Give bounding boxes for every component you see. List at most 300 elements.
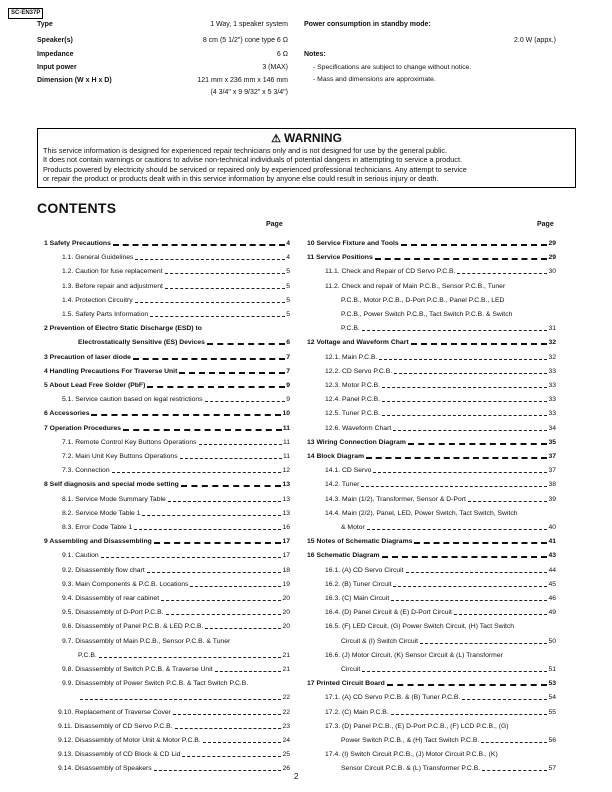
standby-power-value: 2.0 W (appx.) bbox=[513, 37, 556, 44]
toc-entry-title: 17.1. (A) CD Servo P.C.B. & (B) Tuner P.C.B. bbox=[325, 694, 461, 702]
toc-leader bbox=[387, 684, 548, 686]
toc-entry-title: 7.1. Remote Control Key Buttons Operations bbox=[62, 438, 197, 446]
toc-entry[interactable] bbox=[62, 296, 290, 305]
toc-entry-title: 1 Safety Precautions bbox=[44, 240, 111, 247]
toc-entry-page: 33 bbox=[548, 396, 556, 404]
toc-entry[interactable] bbox=[58, 708, 290, 717]
toc-entry[interactable] bbox=[58, 750, 290, 759]
toc-leader bbox=[367, 529, 548, 530]
toc-entry-page: 9 bbox=[286, 396, 290, 404]
toc-entry[interactable] bbox=[62, 622, 290, 631]
toc-leader bbox=[135, 259, 285, 260]
toc-entry-title: 12.2. CD Servo P.C.B. bbox=[325, 367, 393, 375]
toc-entry[interactable] bbox=[325, 651, 556, 660]
toc-entry[interactable] bbox=[44, 424, 290, 433]
toc-entry[interactable] bbox=[44, 324, 290, 333]
toc-leader bbox=[112, 472, 282, 473]
toc-entry-page: 32 bbox=[548, 353, 556, 361]
contents-title: CONTENTS bbox=[37, 200, 117, 216]
toc-entry-title: 16.2. (B) Tuner Circuit bbox=[325, 580, 392, 588]
toc-leader bbox=[154, 542, 282, 544]
toc-entry-page: 45 bbox=[548, 580, 556, 588]
warning-line: This service information is designed for experienced repair technicians only and is not designed for use by the general public. bbox=[43, 146, 447, 155]
toc-entry-title: 12.5. Tuner P.C.B. bbox=[325, 410, 381, 418]
toc-leader bbox=[454, 614, 548, 615]
standby-power-label: Power consumption in standby mode: bbox=[304, 21, 431, 28]
spec-value: 121 mm x 236 mm x 146 mm bbox=[197, 77, 288, 84]
toc-leader bbox=[175, 728, 282, 729]
toc-leader bbox=[182, 756, 281, 757]
toc-entry[interactable] bbox=[78, 693, 290, 702]
toc-entry-title: 12.1. Main P.C.B. bbox=[325, 353, 378, 361]
toc-entry-page: 43 bbox=[548, 552, 556, 560]
toc-entry-title: 17 Printed Circuit Board bbox=[307, 680, 385, 688]
toc-entry-title: P.C.B. bbox=[341, 325, 360, 333]
toc-entry[interactable] bbox=[44, 353, 290, 362]
toc-entry[interactable] bbox=[325, 395, 556, 404]
toc-leader bbox=[165, 273, 286, 274]
toc-entry-page: 35 bbox=[548, 438, 556, 446]
toc-entry-title: 12.4. Panel P.C.B. bbox=[325, 396, 381, 404]
toc-entry-page: 54 bbox=[548, 694, 556, 702]
spec-label: Type bbox=[37, 21, 53, 28]
toc-entry-page: 6 bbox=[286, 339, 290, 347]
toc-entry-title: 9.1. Caution bbox=[62, 552, 99, 560]
toc-entry-title: 4 Handling Precautions For Traverse Unit bbox=[44, 367, 178, 375]
toc-leader bbox=[393, 430, 547, 431]
toc-entry[interactable] bbox=[62, 608, 290, 617]
toc-leader bbox=[481, 742, 547, 743]
toc-entry-page: 49 bbox=[548, 609, 556, 617]
toc-entry[interactable] bbox=[325, 509, 556, 518]
toc-entry[interactable] bbox=[307, 239, 556, 248]
toc-entry-title: 12 Voltage and Waveform Chart bbox=[307, 339, 409, 347]
toc-entry-page: 24 bbox=[282, 737, 290, 744]
toc-leader bbox=[382, 415, 547, 416]
toc-entry-page: 51 bbox=[548, 666, 556, 673]
notes-label: Notes: bbox=[304, 51, 326, 58]
spec-label: Input power bbox=[37, 64, 77, 71]
toc-entry-page: 32 bbox=[548, 339, 556, 347]
toc-entry[interactable] bbox=[62, 580, 290, 589]
toc-entry-title: 9.3. Main Components & P.C.B. Locations bbox=[62, 580, 189, 588]
toc-entry-page: 22 bbox=[282, 708, 290, 716]
toc-entry[interactable] bbox=[62, 282, 290, 291]
toc-entry-page: 16 bbox=[282, 524, 290, 531]
warning-line: It does not contain warnings or cautions to advise non-technical individuals of potential dangers in attempting to service a product. bbox=[43, 155, 463, 165]
toc-entry-title: 8.1. Service Mode Summary Table bbox=[62, 495, 166, 503]
toc-entry-page: 38 bbox=[548, 481, 556, 489]
warning-heading bbox=[38, 131, 575, 145]
toc-entry-page: 10 bbox=[282, 410, 290, 418]
toc-entry-page: 17 bbox=[282, 538, 290, 546]
toc-entry[interactable] bbox=[325, 424, 556, 433]
toc-entry-title: 1.5. Safety Parts Information bbox=[62, 311, 149, 318]
toc-leader bbox=[165, 288, 285, 289]
toc-leader bbox=[482, 770, 547, 771]
warning-box bbox=[37, 128, 576, 188]
toc-entry-page: 20 bbox=[282, 623, 290, 631]
toc-entry-title: 16.4. (D) Panel Circuit & (E) D-Port Circuit bbox=[325, 609, 452, 617]
toc-leader bbox=[382, 401, 547, 402]
toc-entry-page: 29 bbox=[548, 254, 556, 262]
toc-leader bbox=[373, 472, 547, 473]
toc-entry-title: 9.6. Disassembly of Panel P.C.B. & LED P.C.B. bbox=[62, 623, 204, 631]
toc-entry-page: 23 bbox=[282, 722, 290, 730]
toc-entry[interactable] bbox=[325, 566, 556, 575]
warning-line: or repair the product or products dealt with in this service information by anyone else could result in serious injury or death. bbox=[43, 173, 439, 183]
toc-entry-title: 9.13. Disassembly of CD Block & CD Lid bbox=[58, 751, 181, 759]
toc-entry-page: 44 bbox=[548, 566, 556, 574]
toc-leader bbox=[414, 542, 547, 544]
toc-entry-title: 14 Block Diagram bbox=[307, 453, 365, 460]
toc-leader bbox=[215, 671, 282, 672]
toc-entry-title: 9.4. Disassembly of rear cabinet bbox=[62, 595, 160, 602]
toc-leader bbox=[462, 699, 547, 700]
toc-entry-page: 9 bbox=[286, 382, 290, 389]
toc-leader bbox=[382, 556, 548, 558]
spec-label: Speaker(s) bbox=[37, 37, 73, 44]
toc-entry-title: P.C.B. bbox=[78, 651, 97, 659]
toc-entry[interactable] bbox=[325, 722, 556, 731]
toc-entry[interactable] bbox=[44, 537, 290, 546]
toc-entry-title: 14.4. Main (2/2), Panel, LED, Power Switch, Tact Switch, Switch bbox=[325, 509, 518, 517]
toc-entry-title: 12.3. Motor P.C.B. bbox=[325, 382, 381, 389]
toc-entry-title: 12.6. Waveform Chart bbox=[325, 424, 392, 432]
toc-entry-page: 39 bbox=[548, 495, 556, 503]
spec-label: Dimension (W x H x D) bbox=[37, 77, 112, 84]
toc-entry-page: 13 bbox=[282, 495, 290, 503]
toc-entry-page: 18 bbox=[282, 566, 290, 574]
toc-entry[interactable] bbox=[44, 367, 290, 376]
toc-entry[interactable] bbox=[307, 253, 556, 262]
toc-entry[interactable] bbox=[62, 395, 290, 404]
toc-entry-page: 4 bbox=[286, 254, 290, 262]
toc-leader bbox=[205, 628, 281, 629]
toc-entry[interactable] bbox=[307, 537, 556, 546]
toc-leader bbox=[173, 714, 281, 715]
toc-leader bbox=[190, 586, 281, 587]
toc-entry-page: 5 bbox=[286, 268, 290, 276]
toc-leader bbox=[161, 600, 281, 601]
model-number-label: SC-EN37P bbox=[8, 8, 43, 19]
toc-leader bbox=[147, 572, 282, 573]
toc-entry-title: Electrostatically Sensitive (ES) Devices bbox=[78, 339, 205, 347]
toc-entry-page: 20 bbox=[282, 595, 290, 602]
toc-entry-page: 13 bbox=[282, 509, 290, 517]
toc-leader bbox=[180, 458, 282, 459]
toc-entry-title: 9.14. Disassembly of Speakers bbox=[58, 765, 152, 773]
toc-entry[interactable] bbox=[62, 679, 290, 688]
warning-title: WARNING bbox=[283, 131, 342, 145]
warning-line: Products powered by electricity should be serviced or repaired only by experienced professional technicians. Any attempt to service bbox=[43, 164, 467, 174]
toc-entry[interactable] bbox=[325, 267, 556, 276]
toc-entry[interactable] bbox=[62, 253, 290, 262]
toc-entry-title: 16.1. (A) CD Servo Circuit bbox=[325, 566, 404, 574]
spec-value: 1 Way, 1 speaker system bbox=[210, 21, 288, 28]
toc-leader bbox=[147, 386, 285, 388]
toc-entry-title: Sensor Circuit P.C.B. & (L) Transformer P.C.B. bbox=[341, 765, 481, 773]
toc-leader bbox=[199, 444, 282, 445]
toc-entry[interactable] bbox=[62, 594, 290, 603]
toc-leader bbox=[406, 572, 548, 573]
toc-entry-page: 33 bbox=[548, 410, 556, 418]
toc-entry-page: 31 bbox=[548, 325, 556, 333]
toc-entry-title: 9 Assembling and Disassembling bbox=[44, 538, 152, 546]
toc-entry-page: 20 bbox=[282, 609, 290, 617]
toc-entry[interactable] bbox=[341, 665, 556, 674]
toc-entry-title: 16 Schematic Diagram bbox=[307, 552, 380, 560]
toc-entry-page: 37 bbox=[548, 453, 556, 460]
toc-leader bbox=[401, 244, 548, 246]
toc-entry-page: 5 bbox=[286, 282, 290, 290]
toc-entry[interactable] bbox=[325, 480, 556, 489]
toc-leader bbox=[101, 557, 282, 558]
toc-entry-title: 9.12. Disassembly of Motor Unit & Motor P.C.B. bbox=[58, 737, 201, 744]
toc-entry-title: 7.3. Connection bbox=[62, 467, 110, 475]
toc-entry[interactable] bbox=[341, 637, 556, 646]
spec-label: Impedance bbox=[37, 51, 74, 58]
toc-leader bbox=[382, 387, 547, 388]
toc-entry-title: 9.7. Disassembly of Main P.C.B., Sensor P.C.B. & Tuner bbox=[62, 637, 231, 645]
toc-entry[interactable] bbox=[62, 566, 290, 575]
toc-entry-title: 10 Service Fixture and Tools bbox=[307, 240, 399, 247]
toc-leader bbox=[80, 699, 281, 700]
toc-entry[interactable] bbox=[62, 551, 290, 560]
toc-entry-title: 3 Precaution of laser diode bbox=[44, 353, 131, 361]
toc-leader bbox=[166, 614, 282, 615]
toc-entry[interactable] bbox=[341, 736, 556, 745]
toc-leader bbox=[394, 373, 547, 374]
toc-entry[interactable] bbox=[341, 324, 556, 333]
toc-entry[interactable] bbox=[62, 310, 290, 319]
toc-leader bbox=[133, 358, 285, 360]
toc-entry[interactable] bbox=[341, 310, 556, 319]
toc-entry-title: 8 Self diagnosis and special mode setting bbox=[44, 481, 179, 489]
toc-entry[interactable] bbox=[341, 523, 556, 532]
toc-entry-page: 30 bbox=[548, 268, 556, 276]
warning-triangle-icon: ⚠ bbox=[271, 133, 281, 145]
toc-entry[interactable] bbox=[325, 622, 556, 631]
toc-entry-page: 37 bbox=[548, 467, 556, 475]
toc-leader bbox=[181, 485, 282, 487]
toc-entry[interactable] bbox=[44, 409, 290, 418]
toc-entry[interactable] bbox=[325, 495, 556, 504]
toc-entry[interactable] bbox=[325, 693, 556, 702]
spec-value: (4 3/4" x 9 9/32" x 5 3/4") bbox=[210, 89, 288, 96]
toc-leader bbox=[375, 258, 548, 260]
toc-leader bbox=[457, 273, 547, 274]
toc-entry-page: 5 bbox=[286, 311, 290, 318]
toc-entry-title: 17.2. (C) Main P.C.B. bbox=[325, 708, 389, 716]
toc-entry[interactable] bbox=[307, 551, 556, 560]
toc-entry-title: 8.2. Service Mode Table 1 bbox=[62, 509, 141, 517]
toc-leader bbox=[203, 742, 282, 743]
toc-entry-title: 1.4. Protection Circuitry bbox=[62, 296, 133, 304]
toc-entry[interactable] bbox=[58, 764, 290, 773]
toc-entry[interactable] bbox=[62, 495, 290, 504]
toc-entry[interactable] bbox=[58, 722, 290, 731]
toc-entry-page: 7 bbox=[286, 353, 290, 361]
spec-value: 8 cm (5 1/2") cone type 6 Ω bbox=[202, 37, 288, 44]
toc-entry-title: 9.10. Replacement of Traverse Cover bbox=[58, 708, 171, 716]
toc-entry-page: 12 bbox=[282, 467, 290, 475]
toc-entry-title: 9.8. Disassembly of Switch P.C.B. & Traverse Unit bbox=[62, 666, 213, 673]
toc-entry-title: 9.5. Disassembly of D-Port P.C.B. bbox=[62, 609, 164, 617]
toc-entry-title: 16.3. (C) Main Circuit bbox=[325, 595, 390, 602]
toc-entry[interactable] bbox=[325, 381, 556, 390]
toc-entry[interactable] bbox=[325, 580, 556, 589]
toc-leader bbox=[411, 343, 548, 345]
toc-entry[interactable] bbox=[62, 509, 290, 518]
toc-entry-page: 11 bbox=[282, 438, 290, 446]
toc-entry[interactable] bbox=[44, 480, 290, 489]
toc-entry-title: Circuit & (I) Switch Circuit bbox=[341, 637, 419, 645]
toc-entry-title: 8.3. Error Code Table 1 bbox=[62, 524, 133, 531]
toc-entry-page: 5 bbox=[286, 296, 290, 304]
toc-entry-title: 14.2. Tuner bbox=[325, 481, 360, 489]
toc-entry-title: Circuit bbox=[341, 666, 361, 673]
toc-entry[interactable] bbox=[325, 409, 556, 418]
toc-entry-page: 19 bbox=[282, 580, 290, 588]
spec-value: 3 (MAX) bbox=[262, 64, 288, 71]
toc-entry[interactable] bbox=[325, 282, 556, 291]
toc-entry-title: 1.2. Caution for fuse replacement bbox=[62, 268, 163, 276]
toc-entry-page: 17 bbox=[282, 552, 290, 560]
toc-entry-page: 50 bbox=[548, 637, 556, 645]
toc-entry-title: 14.1. CD Servo bbox=[325, 467, 372, 475]
toc-leader bbox=[99, 657, 282, 658]
toc-entry[interactable] bbox=[307, 679, 556, 688]
toc-entry-page: 57 bbox=[548, 765, 556, 773]
toc-entry[interactable] bbox=[78, 651, 290, 660]
toc-entry-title: 17.3. (D) Panel P.C.B., (E) D-Port P.C.B., (F) LCD P.C.B., (G) bbox=[325, 722, 509, 730]
toc-entry[interactable] bbox=[62, 452, 290, 461]
toc-entry-page: 33 bbox=[548, 382, 556, 389]
toc-entry-title: 7 Operation Procedures bbox=[44, 424, 122, 432]
toc-leader bbox=[207, 343, 285, 345]
toc-entry-page: 26 bbox=[282, 765, 290, 773]
toc-entry-page: 29 bbox=[548, 240, 556, 247]
toc-entry-page: 53 bbox=[548, 680, 556, 688]
toc-leader bbox=[168, 501, 282, 502]
toc-entry-page: 34 bbox=[548, 424, 556, 432]
toc-leader bbox=[154, 770, 282, 771]
toc-entry-title: & Motor bbox=[341, 524, 365, 531]
toc-entry[interactable] bbox=[325, 608, 556, 617]
toc-leader bbox=[362, 671, 547, 672]
toc-entry[interactable] bbox=[44, 381, 290, 390]
toc-leader bbox=[135, 302, 286, 303]
toc-entry[interactable] bbox=[325, 594, 556, 603]
toc-entry-page: 25 bbox=[282, 751, 290, 759]
toc-leader bbox=[134, 529, 281, 530]
toc-entry-page: 11 bbox=[282, 424, 290, 432]
toc-entry[interactable] bbox=[62, 637, 290, 646]
toc-leader bbox=[150, 316, 285, 317]
toc-entry[interactable] bbox=[307, 438, 556, 447]
toc-entry[interactable] bbox=[62, 523, 290, 532]
toc-entry-page: 21 bbox=[282, 651, 290, 659]
toc-entry[interactable] bbox=[44, 239, 290, 248]
toc-leader bbox=[362, 330, 548, 331]
toc-entry-title: 1.3. Before repair and adjustment bbox=[62, 282, 163, 290]
toc-leader bbox=[420, 643, 547, 644]
toc-entry[interactable] bbox=[58, 736, 290, 745]
toc-entry[interactable] bbox=[307, 452, 556, 461]
note-mass-dimensions: - Mass and dimensions are approximate. bbox=[313, 76, 436, 83]
page-header-right: Page bbox=[537, 221, 554, 228]
toc-entry[interactable] bbox=[341, 764, 556, 773]
toc-entry-page: 46 bbox=[548, 595, 556, 602]
toc-leader bbox=[366, 457, 547, 459]
toc-entry-title: 9.9. Disassembly of Power Switch P.C.B. & Tact Switch P.C.B. bbox=[62, 680, 249, 688]
toc-entry-title: 5 About Lead Free Solder (PbF) bbox=[44, 382, 146, 389]
toc-leader bbox=[205, 401, 286, 402]
toc-entry-page: 7 bbox=[286, 367, 290, 375]
toc-leader bbox=[391, 600, 547, 601]
toc-entry-title: 13 Wiring Connection Diagram bbox=[307, 438, 406, 446]
toc-entry-page: 40 bbox=[548, 524, 556, 531]
toc-entry-title: 6 Accessories bbox=[44, 410, 90, 418]
toc-entry-page: 4 bbox=[286, 240, 290, 247]
toc-entry-title: 2 Prevention of Electro Static Discharge (ESD) to bbox=[44, 325, 202, 333]
toc-entry[interactable] bbox=[62, 438, 290, 447]
note-specifications: - Specifications are subject to change without notice. bbox=[313, 64, 472, 71]
toc-leader bbox=[179, 372, 285, 374]
toc-entry-title: 11.1. Check and Repair of CD Servo P.C.B. bbox=[325, 268, 456, 276]
toc-entry[interactable] bbox=[62, 466, 290, 475]
page-header-left: Page bbox=[266, 221, 283, 228]
toc-entry-title: P.C.B., Motor P.C.B., D-Port P.C.B., Panel P.C.B., LED bbox=[341, 296, 505, 304]
toc-entry-title: 9.2. Disassembly flow chart bbox=[62, 566, 145, 574]
toc-entry-page: 33 bbox=[548, 367, 556, 375]
warning-text bbox=[43, 146, 572, 183]
toc-entry-page: 21 bbox=[282, 666, 290, 673]
toc-entry-title: 16.6. (J) Motor Circuit, (K) Sensor Circuit & (L) Transformer bbox=[325, 651, 503, 659]
toc-leader bbox=[142, 515, 281, 516]
toc-entry[interactable] bbox=[325, 367, 556, 376]
toc-entry-title: 16.5. (F) LED Circuit, (G) Power Switch Circuit, (H) Tact Switch bbox=[325, 623, 515, 631]
toc-leader bbox=[361, 486, 547, 487]
toc-leader bbox=[393, 586, 547, 587]
toc-entry[interactable] bbox=[325, 353, 556, 362]
toc-entry[interactable] bbox=[341, 296, 556, 305]
toc-entry-title: 1.1. General Guidelines bbox=[62, 254, 134, 262]
toc-entry-title: 15 Notes of Schematic Diagrams bbox=[307, 538, 413, 546]
toc-entry-title: P.C.B., Power Switch P.C.B., Tact Switch P.C.B. & Switch bbox=[341, 311, 513, 318]
toc-entry-page: 56 bbox=[548, 737, 556, 744]
toc-entry-page: 55 bbox=[548, 708, 556, 716]
toc-entry[interactable] bbox=[62, 665, 290, 674]
toc-entry[interactable] bbox=[325, 750, 556, 759]
toc-entry[interactable] bbox=[325, 708, 556, 717]
toc-entry[interactable] bbox=[62, 267, 290, 276]
toc-entry-page: 13 bbox=[282, 481, 290, 489]
toc-leader bbox=[468, 501, 548, 502]
toc-entry[interactable] bbox=[78, 338, 290, 347]
toc-leader bbox=[379, 359, 547, 360]
toc-entry[interactable] bbox=[307, 338, 556, 347]
toc-leader bbox=[391, 714, 548, 715]
toc-leader bbox=[91, 414, 281, 416]
page-number: 2 bbox=[294, 772, 299, 781]
toc-entry-page: 11 bbox=[282, 453, 290, 460]
toc-entry-title: 11 Service Positions bbox=[307, 254, 373, 262]
toc-entry-title: 14.3. Main (1/2), Transformer, Sensor & D-Port bbox=[325, 495, 466, 503]
toc-entry[interactable] bbox=[325, 466, 556, 475]
toc-leader bbox=[123, 429, 282, 431]
